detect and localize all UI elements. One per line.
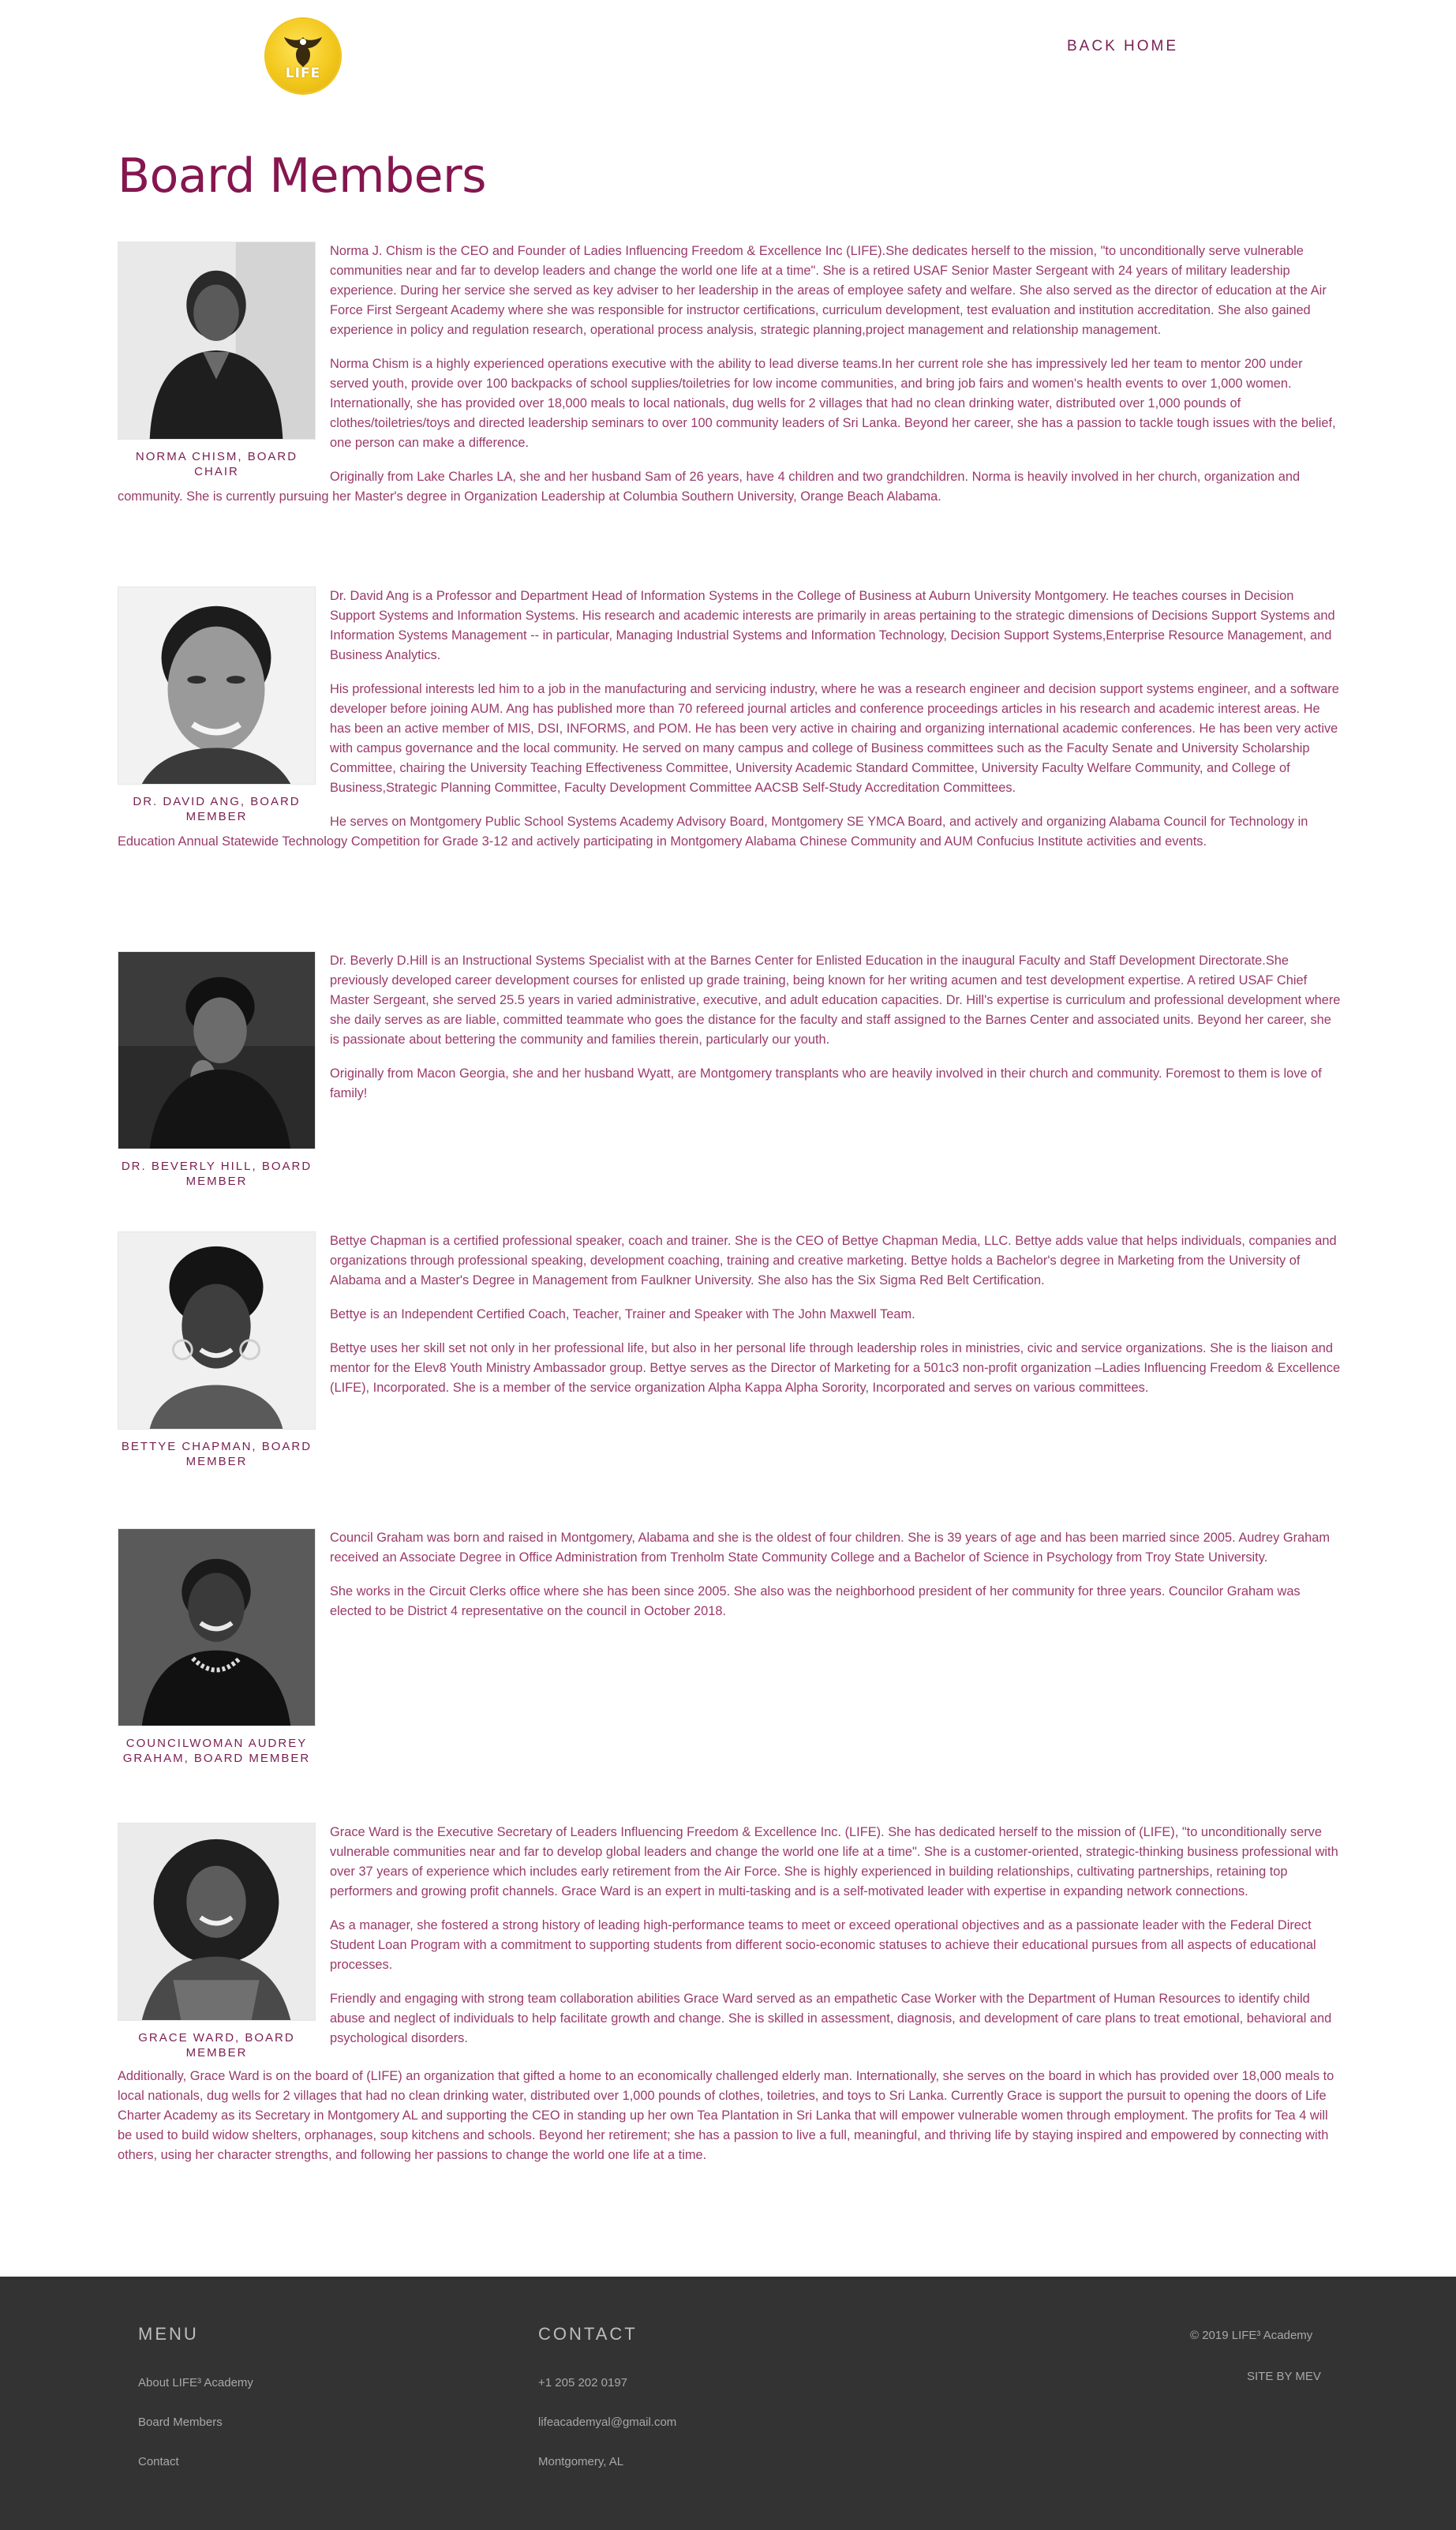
- member-bio-paragraph: Originally from Lake Charles LA, she and her husband Sam of 26 years, have 4 children and two grandchildren. Norma is heavily involved in her church, organization and community. She is currently pursuing her Master's degree in Organization Leadership at Columbia Southern University, Orange Beach Alabama.: [118, 470, 1301, 504]
- footer-menu-item[interactable]: Board Members: [138, 2416, 223, 2429]
- member-bio-paragraph: Dr. Beverly D.Hill is an Instructional Systems Specialist with at the Barnes Center for Enlisted Education in the inaugural Faculty and Staff Development Directorate.She previously developed career development courses for enlisted up grade training, being known for her writing acumen and test development expertise. A retired USAF Chief Master Sergeant, she served 25.5 years in varied administrative, executive, and adult education capacities. Dr. Hill's expertise is curriculum and professional development where she daily serves as are liable, committed teammate who goes the distance for the faculty and staff assigned to the Barnes Center and associated units. Beyond her career, she is passionate about bettering the community and families therein, particularly our youth.: [330, 954, 1341, 1047]
- member-photo-block: [118, 1231, 316, 1469]
- member-card: [118, 951, 1341, 1195]
- member-photo: [118, 951, 316, 1149]
- member-photo-block: [118, 1823, 316, 2060]
- member-bio-paragraph: As a manager, she fostered a strong history of leading high-performance teams to meet or exceed operational objectives and as a passionate leader with the Federal Direct Student Loan Program with a commitment to supporting students from different socio-economic statuses to achieve their educational pursues from all aspects of educational processes.: [330, 1918, 1316, 1972]
- member-caption: COUNCILWOMAN AUDREY GRAHAM, BOARD MEMBER: [122, 1737, 311, 1765]
- member-bio-paragraph: Originally from Macon Georgia, she and her husband Wyatt, are Montgomery transplants who are heavily involved in their church and community. Foremost to them is love of family!: [330, 1066, 1322, 1100]
- footer-email[interactable]: lifeacademyal@gmail.com: [538, 2416, 677, 2429]
- member-card: [118, 1528, 1341, 1772]
- site-logo[interactable]: [266, 19, 340, 93]
- member-card: [118, 587, 1341, 866]
- member-photo: [118, 1231, 316, 1430]
- page-title: Board Members: [118, 148, 486, 204]
- footer-menu-item[interactable]: About LIFE³ Academy: [138, 2376, 253, 2389]
- member-bio-paragraph: Dr. David Ang is a Professor and Department Head of Information Systems in the College of Business at Auburn University Montgomery. He teaches courses in Decision Support Systems and Information Systems. His research and academic interests are primarily in areas pertaining to the strategic dimensions of Decisions Support Systems and Information Systems Management -- in particular, Managing Industrial Systems and Information Technology, Decision Support Systems,Enterprise Resource Management, and Business Analytics.: [330, 589, 1335, 662]
- member-photo-block: [118, 587, 316, 824]
- site-footer: [0, 2277, 1456, 2530]
- footer-menu-item[interactable]: Contact: [138, 2455, 179, 2468]
- member-caption: GRACE WARD, BOARD MEMBER: [138, 2031, 295, 2060]
- footer-contact-heading: CONTACT: [538, 2324, 638, 2344]
- member-card: [118, 1823, 1341, 2180]
- member-photo: [118, 1528, 316, 1726]
- member-bio-paragraph: She works in the Circuit Clerks office where she has been since 2005. She also was the neighborhood president of her community for three years. Councilor Graham was elected to be District 4 representative on the council in October 2018.: [330, 1584, 1301, 1618]
- member-bio-paragraph: Norma J. Chism is the CEO and Founder of Ladies Influencing Freedom & Excellence Inc (LIFE).She dedicates herself to the mission, "to unconditionally serve vulnerable communities near and far to develop leaders and change the world one life at a time". She is a retired USAF Senior Master Sergeant with 24 years of military leadership experience. During her service she served as key adviser to her leadership in the areas of employee safety and welfare. She also served as the director of education at the Air Force First Sergeant Academy where she was responsible for instructor certifications, curriculum development, test evaluation and institution accreditation. She also gained experience in policy and regulation research, operational process analysis, strategic planning,project management and relationship management.: [330, 244, 1327, 337]
- member-bio-paragraph: Additionally, Grace Ward is on the board of (LIFE) an organization that gifted a home to an economically challenged elderly man. Internationally, she serves on the board in which has provided over 18,000 meals to local nationals, dug wells for 2 villages that had no clean drinking water, distributed over 1,000 pounds of clothes, toiletries, and toys to Sri Lanka. Currently Grace is support the pursuit to opening the doors of Life Charter Academy as its Secretary in Montgomery AL and supporting the CEO in standing up her own Tea Plantation in Sri Lanka that will empower vulnerable women through employment. The profits for Tea 4 will be used to build widow shelters, orphanages, soup kitchens and schools. Beyond her retirement; she has a passion to live a full, meaningful, and thriving life by staying inspired and empowered by connecting with others, using her character strengths, and following her passions to change the world one life at a time.: [118, 2069, 1334, 2162]
- member-photo-block: [118, 951, 316, 1189]
- member-bio-paragraph: Council Graham was born and raised in Montgomery, Alabama and she is the oldest of four children. She is 39 years of age and has been married since 2005. Audrey Graham received an Associate Degree in Office Administration from Trenholm State Community College and a Bachelor of Science in Psychology from Troy State University.: [330, 1531, 1331, 1565]
- member-caption: BETTYE CHAPMAN, BOARD MEMBER: [121, 1440, 313, 1468]
- eagle-logo-icon: [281, 31, 325, 70]
- member-bio-paragraph: He serves on Montgomery Public School Systems Academy Advisory Board, Montgomery SE YMCA Board, and actively and organizing Alabama Council for Technology in Education Annual Statewide Technology Competition for Grade 3-12 and actively participating in Montgomery Alabama Chinese Community and AUM Confucius Institute activities and events.: [118, 815, 1308, 849]
- footer-phone[interactable]: +1 205 202 0197: [538, 2376, 628, 2389]
- footer-copyright: © 2019 LIFE³ Academy: [1190, 2329, 1313, 2342]
- logo-text: LIFE: [285, 66, 321, 81]
- member-caption: DR. DAVID ANG, BOARD MEMBER: [133, 795, 301, 823]
- member-bio-paragraph: Bettye Chapman is a certified professional speaker, coach and trainer. She is the CEO of Bettye Chapman Media, LLC. Bettye adds value that helps individuals, companies and organizations through professional speaking, development coaching, training and creative marketing. Bettye holds a Bachelor's degree in Marketing from the University of Alabama and a Master's Degree in Management from Faulkner University. She also has the Six Sigma Red Belt Certification.: [330, 1234, 1337, 1287]
- site-header: [0, 0, 1456, 103]
- footer-site-credit[interactable]: SITE BY MEV: [1247, 2370, 1321, 2383]
- member-bio-paragraph: Bettye uses her skill set not only in her professional life, but also in her personal life through leadership roles in ministries, civic and service organizations. She is the liaison and mentor for the Elev8 Youth Ministry Ambassador group. Bettye serves as the Director of Marketing for a 501c3 non-profit organization –Ladies Influencing Freedom & Excellence (LIFE), Incorporated. She is a member of the service organization Alpha Kappa Alpha Sorority, Incorporated and serves on various committees.: [330, 1341, 1341, 1395]
- member-caption: DR. BEVERLY HILL, BOARD MEMBER: [121, 1160, 313, 1188]
- footer-location: Montgomery, AL: [538, 2455, 624, 2468]
- member-bio-paragraph: Bettye is an Independent Certified Coach, Teacher, Trainer and Speaker with The John Maxwell Team.: [330, 1307, 915, 1321]
- member-card: [118, 1231, 1341, 1475]
- member-photo: [118, 587, 316, 785]
- member-photo-block: [118, 1528, 316, 1766]
- member-bio-paragraph: Grace Ward is the Executive Secretary of Leaders Influencing Freedom & Excellence Inc. (LIFE). She has dedicated herself to the mission of (LIFE), "to unconditionally serve vulnerable communities near and far to develop global leaders and change the world one life at a time". She is a customer-oriented, strategic-thinking business professional with over 37 years of experience which includes early retirement from the Air Force. She is highly experienced in building relationships, cultivating partnerships, retaining top performers and growing profit channels. Grace Ward is an expert in multi-tasking and is a self-motivated leader with expertise in expanding network connections.: [330, 1825, 1338, 1898]
- footer-menu-heading: MENU: [138, 2324, 199, 2344]
- member-photo-block: [118, 242, 316, 479]
- member-bio-paragraph: Friendly and engaging with strong team collaboration abilities Grace Ward served as an empathetic Case Worker with the Department of Human Resources to identify child abuse and neglect of individuals to help facilitate growth and change. She is skilled in assessment, diagnosis, and development of care plans to treat emotional, behavioral and psychological disorders.: [330, 1992, 1332, 2045]
- member-caption: NORMA CHISM, BOARD CHAIR: [135, 450, 298, 478]
- member-bio-paragraph: Norma Chism is a highly experienced operations executive with the ability to lead diverse teams.In her current role she has impressively led her team to mentor 200 under served youth, provide over 100 backpacks of school supplies/toiletries for low income communities, and bring job fairs and women's health events to over 1,000 women. Internationally, she has provided over 18,000 meals to local nationals, dug wells for 2 villages that had no clean drinking water, distributed over 1,000 pounds of clothes/toiletries/toys and directed leadership seminars to over 100 community leaders of Sri Lanka. Beyond her career, she has a passion to tackle tough issues with the belief, one person can make a difference.: [330, 357, 1336, 450]
- member-photo: [118, 1823, 316, 2021]
- member-card: [118, 242, 1341, 521]
- back-home-link[interactable]: BACK HOME: [1067, 38, 1179, 54]
- member-bio-paragraph: His professional interests led him to a job in the manufacturing and servicing industry, where he was a research engineer and decision support systems engineer, and a software developer before joining AUM. Ang has published more than 70 refereed journal articles and conference proceedings articles in his research and academic interest areas. He has been an active member of MIS, DSI, INFORMS, and POM. He has been very active in chairing and organizing international academic conferences. He has been very active with campus governance and the local community. He served on many campus and college of Business committees such as the Faculty Senate and University Scholarship Committee, chairing the University Teaching Effectiveness Committee, University Academic Standard Committee, University Faculty Welfare Community, and College of Business,Strategic Planning Committee, Faculty Development Committee AACSB Self-Study Accreditation Committees.: [330, 682, 1339, 795]
- member-photo: [118, 242, 316, 440]
